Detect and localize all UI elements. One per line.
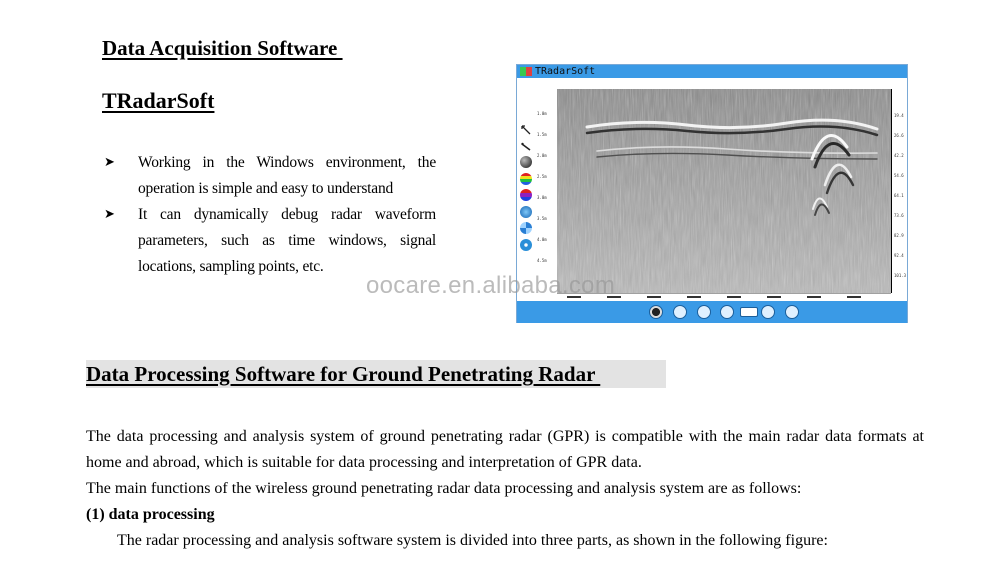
acquisition-heading: Data Acquisition Software bbox=[102, 36, 343, 60]
pen-icon[interactable] bbox=[520, 140, 532, 152]
last-icon[interactable] bbox=[785, 305, 799, 319]
list-item bbox=[104, 150, 436, 202]
app-logo-icon bbox=[520, 67, 532, 76]
satellite-icon[interactable] bbox=[520, 206, 532, 218]
functions-paragraph: The main functions of the wireless ground penetrating radar data processing and analysis system are as follows: bbox=[86, 480, 802, 497]
left-toolbar bbox=[520, 123, 534, 255]
gear-icon[interactable] bbox=[520, 239, 532, 251]
fan-icon[interactable] bbox=[520, 222, 532, 234]
parts-paragraph: The radar processing and analysis software system is divided into three parts, as shown in the following figure: bbox=[117, 532, 828, 549]
power-icon[interactable] bbox=[649, 305, 663, 319]
first-icon[interactable] bbox=[697, 305, 711, 319]
right-axis: 19.4 26.6 42.2 54.6 64.1 73.6 82.9 92.4 101.3 bbox=[891, 89, 908, 293]
processing-paragraph: The data processing and analysis system of ground penetrating radar (GPR) is compatible with the main radar data formats at home and abroad, which is suitable for data processing and interpretation of GPR data. bbox=[86, 428, 924, 471]
list-item bbox=[104, 202, 436, 280]
depth-axis: 1.0m 1.5m 2.0m 2.5m 3.0m 3.5m 4.0m 4.5m bbox=[535, 89, 558, 293]
forward-icon[interactable] bbox=[761, 305, 775, 319]
sphere-icon[interactable] bbox=[520, 156, 532, 168]
processing-heading-band bbox=[86, 360, 666, 388]
color-palette-icon[interactable] bbox=[520, 189, 532, 201]
arrow-bullet-icon: ➤ bbox=[104, 207, 115, 222]
bullet-text: It can dynamically debug radar waveform parameters, such as time windows, signal locations, sampling points, etc. bbox=[138, 206, 436, 275]
bullet-text: Working in the Windows environment, the operation is simple and easy to understand bbox=[138, 154, 436, 197]
radargram-image bbox=[557, 89, 891, 293]
feature-list bbox=[104, 150, 436, 280]
record-icon[interactable] bbox=[740, 307, 758, 317]
color-palette-icon[interactable] bbox=[520, 173, 532, 185]
arrow-bullet-icon: ➤ bbox=[104, 155, 115, 170]
processing-heading: Data Processing Software for Ground Penetrating Radar bbox=[86, 362, 601, 386]
window-title-bar bbox=[517, 65, 907, 78]
back-icon[interactable] bbox=[720, 305, 734, 319]
subheading-data-processing: (1) data processing bbox=[86, 506, 215, 523]
window-title: TRadarSoft bbox=[535, 66, 596, 77]
pointer-icon[interactable] bbox=[520, 123, 532, 135]
playback-toolbar bbox=[517, 301, 907, 323]
software-name: TRadarSoft bbox=[102, 88, 215, 113]
watermark: oocare.en.alibaba.com bbox=[366, 272, 616, 299]
refresh-icon[interactable] bbox=[673, 305, 687, 319]
